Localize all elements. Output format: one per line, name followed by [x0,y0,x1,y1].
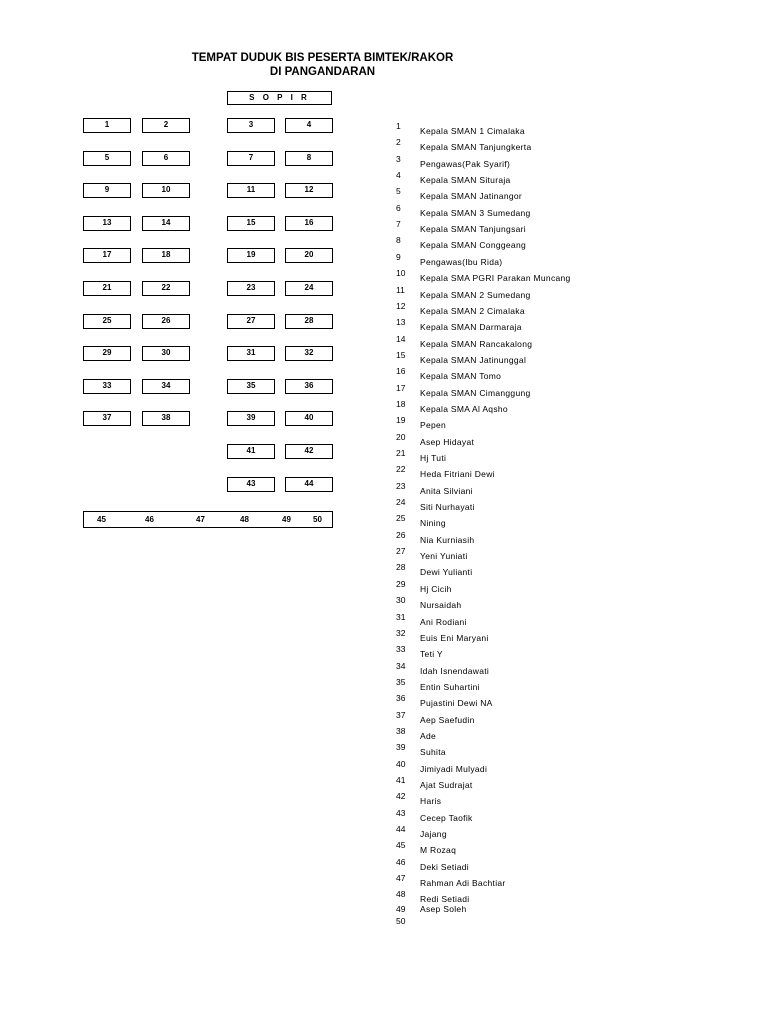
passenger-name: Asep Soleh [420,904,467,914]
seat: 20 [285,248,333,263]
passenger-number: 47 [396,873,406,884]
back-seat: 48 [240,515,249,524]
seat: 26 [142,314,190,329]
passenger-number: 3 [396,153,401,164]
passenger-number: 25 [396,513,406,524]
passenger-name: Jimiyadi Mulyadi [420,763,488,774]
passenger-name: Dewi Yulianti [420,567,473,578]
seat: 5 [83,151,131,166]
passenger-number: 2 [396,137,401,148]
back-seat: 45 [97,515,106,524]
passenger-name: Heda Fitriani Dewi [420,469,495,480]
passenger-number: 24 [396,497,406,508]
passenger-number: 39 [396,742,406,753]
passenger-name: Idah Isnendawati [420,665,490,676]
passenger-number: 49 [396,904,406,914]
passenger-number: 31 [396,611,406,622]
passenger-number: 45 [396,840,406,851]
seat: 23 [227,281,275,296]
seat: 11 [227,183,275,198]
seat: 43 [227,477,275,492]
passenger-number: 43 [396,807,406,818]
seat: 7 [227,151,275,166]
seat: 33 [83,379,131,394]
passenger-name: Ade [420,730,437,741]
passenger-number: 42 [396,791,406,802]
seat: 41 [227,444,275,459]
passenger-name: Rahman Adi Bachtiar [420,878,506,889]
back-seat: 49 [282,515,291,524]
passenger-number: 29 [396,578,406,589]
passenger-number: 9 [396,251,401,262]
seat: 44 [285,477,333,492]
passenger-number: 17 [396,382,406,393]
passenger-name: Kepala SMAN 1 Cimalaka [420,126,525,136]
passenger-number: 16 [396,366,406,377]
passenger-number: 8 [396,235,401,246]
passenger-number: 22 [396,464,406,475]
passenger-name: Pengawas(Ibu Rida) [420,256,503,267]
seat: 27 [227,314,275,329]
passenger-number: 28 [396,562,406,573]
seat: 3 [227,118,275,133]
passenger-name: Kepala SMAN Conggeang [420,240,527,251]
passenger-number: 40 [396,758,406,769]
passenger-number: 41 [396,775,406,785]
seat: 31 [227,346,275,361]
passenger-name: Anita Silviani [420,485,473,496]
seat: 35 [227,379,275,394]
passenger-name: Cecep Taofik [420,812,473,823]
passenger-name: Entin Suhartini [420,681,480,692]
passenger-name: Kepala SMA Al Aqsho [420,403,508,414]
passenger-name: Kepala SMAN Darmaraja [420,322,522,333]
passenger-name: Ani Rodiani [420,616,467,627]
passenger-name: Pepen [420,420,447,431]
passenger-number: 32 [396,627,406,638]
passenger-number: 46 [396,856,406,867]
page-title: TEMPAT DUDUK BIS PESERTA BIMTEK/RAKOR [191,52,454,64]
passenger-name: Kepala SMA PGRI Parakan Muncang [420,273,571,284]
driver-seat: S O P I R [227,91,332,105]
seat: 40 [285,411,333,426]
seat: 29 [83,346,131,361]
passenger-name: Nursaidah [420,600,462,611]
passenger-number: 30 [396,595,406,606]
passenger-name: Siti Nurhayati [420,502,475,513]
seat: 16 [285,216,333,231]
passenger-name: Yeni Yuniati [420,551,468,562]
seat: 9 [83,183,131,198]
passenger-number: 14 [396,333,406,344]
passenger-name: Kepala SMAN Rancakalong [420,338,533,349]
passenger-name: Kepala SMAN 2 Cimalaka [420,305,525,316]
back-seat: 47 [196,515,205,524]
passenger-name: Suhita [420,747,446,758]
seat: 14 [142,216,190,231]
passenger-name: Hj Tuti [420,453,447,463]
passenger-name: Kepala SMAN Jatinunggal [420,354,527,365]
page-subtitle: DI PANGANDARAN [269,66,376,78]
passenger-name: Asep Hidayat [420,436,475,447]
passenger-name: Kepala SMAN 2 Sumedang [420,289,531,300]
seat: 4 [285,118,333,133]
seat: 18 [142,248,190,263]
seat: 22 [142,281,190,296]
passenger-number: 7 [396,219,401,230]
seat: 37 [83,411,131,426]
seat: 2 [142,118,190,133]
back-seat: 46 [145,515,154,524]
passenger-number: 37 [396,709,406,720]
passenger-name: M Rozaq [420,845,457,856]
seat: 13 [83,216,131,231]
passenger-name: Nining [420,518,446,529]
passenger-number: 11 [396,284,405,295]
seat: 1 [83,118,131,133]
passenger-number: 10 [396,268,406,279]
passenger-name: Kepala SMAN Situraja [420,175,511,186]
passenger-name: Pengawas(Pak Syarif) [420,158,511,169]
seat: 10 [142,183,190,198]
seat: 42 [285,444,333,459]
passenger-name: Teti Y [420,649,443,660]
seat: 21 [83,281,131,296]
passenger-number: 26 [396,529,406,540]
seat: 8 [285,151,333,166]
seat: 12 [285,183,333,198]
passenger-number: 34 [396,660,406,671]
passenger-number: 23 [396,480,406,491]
seat: 30 [142,346,190,361]
passenger-number: 6 [396,202,401,213]
seat: 17 [83,248,131,263]
passenger-number: 21 [396,448,406,458]
seat: 6 [142,151,190,166]
passenger-name: Pujastini Dewi NA [420,698,493,709]
passenger-name: Kepala SMAN Tomo [420,371,502,382]
seat: 24 [285,281,333,296]
passenger-number: 38 [396,725,406,736]
passenger-name: Ajat Sudrajat [420,780,473,790]
passenger-number: 12 [396,300,406,311]
passenger-number: 18 [396,398,406,409]
passenger-name: Kepala SMAN 3 Sumedang [420,207,531,218]
passenger-number: 19 [396,415,406,426]
passenger-number: 13 [396,317,406,328]
seat: 39 [227,411,275,426]
passenger-number: 48 [396,889,406,900]
passenger-name: Aep Saefudin [420,714,475,725]
seat: 34 [142,379,190,394]
passenger-name: Kepala SMAN Jatinangor [420,191,523,202]
passenger-name: Jajang [420,829,447,840]
passenger-number: 5 [396,186,401,197]
passenger-number: 35 [396,676,406,687]
passenger-name: Kepala SMAN Tanjungkerta [420,142,532,153]
back-seat: 50 [313,515,322,524]
passenger-name: Kepala SMAN Tanjungsari [420,224,526,235]
passenger-name: Haris [420,796,442,807]
passenger-name: Deki Setiadi [420,861,469,872]
seat: 36 [285,379,333,394]
passenger-number: 44 [396,824,406,835]
back-row [83,511,333,528]
passenger-name: Euis Eni Maryani [420,632,489,643]
passenger-name: Kepala SMAN Cimanggung [420,387,531,398]
seat: 25 [83,314,131,329]
passenger-number: 4 [396,170,401,181]
passenger-number: 27 [396,546,406,557]
passenger-name: Redi Setiadi [420,894,470,905]
seat: 15 [227,216,275,231]
passenger-number: 1 [396,121,401,131]
seat: 28 [285,314,333,329]
seat: 38 [142,411,190,426]
passenger-number: 50 [396,916,406,926]
passenger-name: Nia Kurniasih [420,534,475,545]
seat: 19 [227,248,275,263]
passenger-number: 20 [396,431,406,442]
seat: 32 [285,346,333,361]
passenger-name: Hj Cicih [420,583,452,594]
passenger-number: 15 [396,349,406,360]
passenger-number: 33 [396,644,406,655]
passenger-number: 36 [396,693,406,704]
